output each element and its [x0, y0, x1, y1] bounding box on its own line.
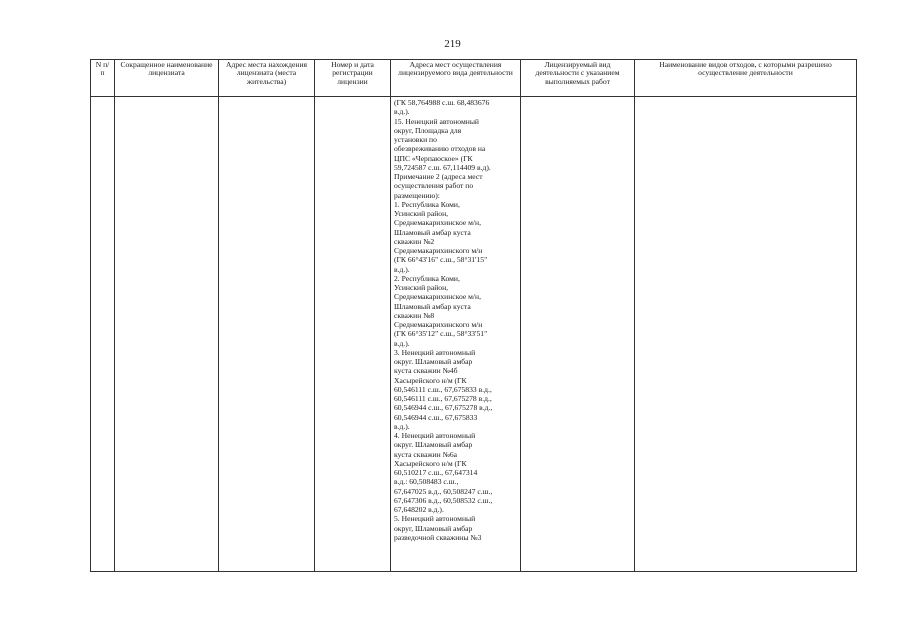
cell-activity-addresses: (ГК 58,764988 с.ш. 68,483676 в.д.). 15. Ненецкий автономный округ, Площадка для установки по обезвреживанию отходов на ЦПС «Черпаюское» (ГК 59,724587 с.ш. 67,114409 в.д). Примечание 2 (адреса мест осуществления работ по размещению): 1. Республика Коми, Усинский район, Среднемакарихинское м/н, Шламовый амбар куста скважин №2 Среднемакарихинского м/н (ГК 66°43'16" с.ш., 58°31'15" в.д.). 2. Республика Коми, Усинский район, Среднемакарихинское м/н, Шламовый амбар куста скважин №8 Среднемакарихинского м/н (ГК 66°35'12" с.ш., 58°33'51" в.д.). 3. Ненецкий автономный округ. Шламовый амбар куста скважин №4б Хасырейского н/м (ГК 60,546111 с.ш., 67,675833 в.д., 60,546111 с.ш., 67,675278 в.д., 60,546944 с.ш., 67,675278 в.д., 60,546944 с.ш., 67,675833 в.д.). 4. Ненецкий автономный округ. Шламовый амбар куста скважин №6а Хасырейского н/м (ГК 60,510217 с.ш., 67,647314 в.д.: 60,508483 с.ш., 67,647025 в.д., 60,508247 с.ш., 67,647306 в.д., 60,508532 с.ш., 67,648202 в.д.). 5. Ненецкий автономный округ, Шламовый амбар разведочной скважины №3 [391, 97, 521, 572]
table-row [91, 97, 857, 572]
cell-licensee-address [219, 97, 315, 572]
header-license-registration: Номер и дата регистрации лицензии [315, 60, 391, 97]
header-licensee-address: Адрес места нахождения лицензиата (места жительства) [219, 60, 315, 97]
cell-activity-type [521, 97, 635, 572]
cell-licensee-name [115, 97, 219, 572]
header-number: N п/ п [91, 60, 115, 97]
cell-number [91, 97, 115, 572]
page-number: 219 [444, 38, 461, 50]
header-licensee-name: Сокращенное наименование лицензиата [115, 60, 219, 97]
license-register-table [90, 59, 857, 572]
cell-waste-types [635, 97, 857, 572]
table-header-row [91, 60, 857, 97]
header-activity-type: Лицензируемый вид деятельности с указанием выполняемых работ [521, 60, 635, 97]
cell-license-registration [315, 97, 391, 572]
header-waste-types: Наименование видов отходов, с которыми разрешено осуществление деятельности [635, 60, 857, 97]
header-activity-addresses: Адреса мест осуществления лицензируемого вида деятельности [391, 60, 521, 97]
